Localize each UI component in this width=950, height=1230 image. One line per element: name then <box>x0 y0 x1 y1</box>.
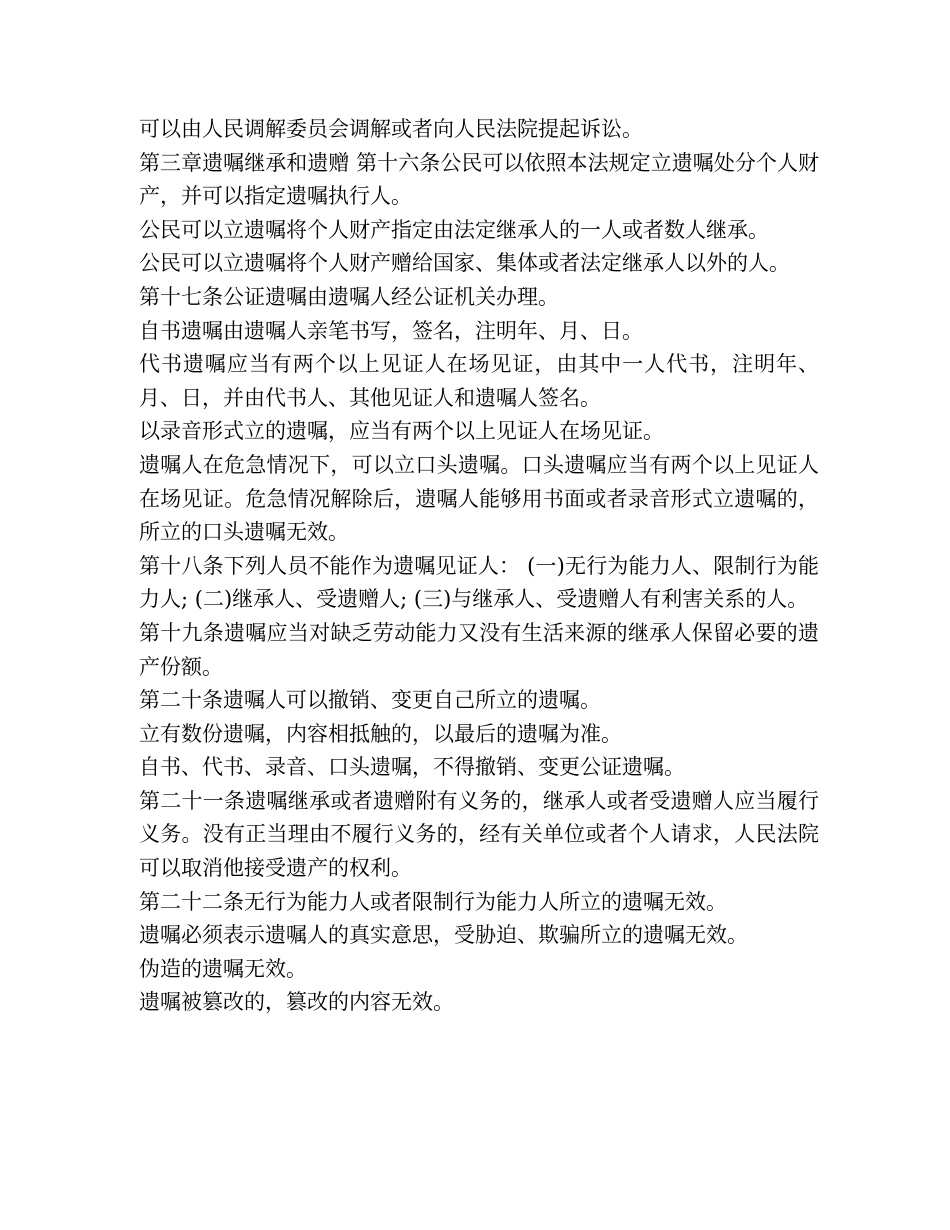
paragraph-7: 代书遗嘱应当有两个以上见证人在场见证，由其中一人代书，注明年、月、日，并由代书人、其他见证人和遗嘱人签名。 <box>139 352 819 410</box>
paragraph-3: 公民可以立遗嘱将个人财产指定由法定继承人的一人或者数人继承。 <box>139 217 769 242</box>
paragraph-16: 第二十二条无行为能力人或者限制行为能力人所立的遗嘱无效。 <box>139 889 727 914</box>
paragraph-15: 第二十一条遗嘱继承或者遗赠附有义务的，继承人或者受遗赠人应当履行义务。没有正当理由不履行义务的，经有关单位或者个人请求，人民法院可以取消他接受遗产的权利。 <box>139 788 819 881</box>
paragraph-19: 遗嘱被篡改的，篡改的内容无效。 <box>139 990 454 1015</box>
paragraph-18: 伪造的遗嘱无效。 <box>139 956 307 981</box>
paragraph-14: 自书、代书、录音、口头遗嘱，不得撤销、变更公证遗嘱。 <box>139 755 685 780</box>
paragraph-8: 以录音形式立的遗嘱，应当有两个以上见证人在场见证。 <box>139 419 664 444</box>
document-body <box>139 113 819 1020</box>
paragraph-9: 遗嘱人在危急情况下，可以立口头遗嘱。口头遗嘱应当有两个以上见证人在场见证。危急情况解除后，遗嘱人能够用书面或者录音形式立遗嘱的，所立的口头遗嘱无效。 <box>139 452 819 545</box>
paragraph-1: 可以由人民调解委员会调解或者向人民法院提起诉讼。 <box>139 117 643 141</box>
paragraph-5: 第十七条公证遗嘱由遗嘱人经公证机关办理。 <box>139 284 559 309</box>
paragraph-11: 第十九条遗嘱应当对缺乏劳动能力又没有生活来源的继承人保留必要的遗产份额。 <box>139 620 819 679</box>
paragraph-6: 自书遗嘱由遗嘱人亲笔书写，签名，注明年、月、日。 <box>139 318 643 343</box>
paragraph-12: 第二十条遗嘱人可以撤销、变更自己所立的遗嘱。 <box>139 688 601 713</box>
paragraph-17: 遗嘱必须表示遗嘱人的真实意思，受胁迫、欺骗所立的遗嘱无效。 <box>139 923 748 948</box>
paragraph-2: 第三章遗嘱继承和遗赠 第十六条公民可以依照本法规定立遗嘱处分个人财产，并可以指定遗嘱执行人。 <box>139 150 819 209</box>
paragraph-13: 立有数份遗嘱，内容相抵触的，以最后的遗嘱为准。 <box>139 721 622 746</box>
paragraph-10: 第十八条下列人员不能作为遗嘱见证人： (一)无行为能力人、限制行为能力人; (二)继承人、受遗赠人; (三)与继承人、受遗赠人有利害关系的人。 <box>139 553 819 612</box>
paragraph-4: 公民可以立遗嘱将个人财产赠给国家、集体或者法定继承人以外的人。 <box>139 251 790 276</box>
